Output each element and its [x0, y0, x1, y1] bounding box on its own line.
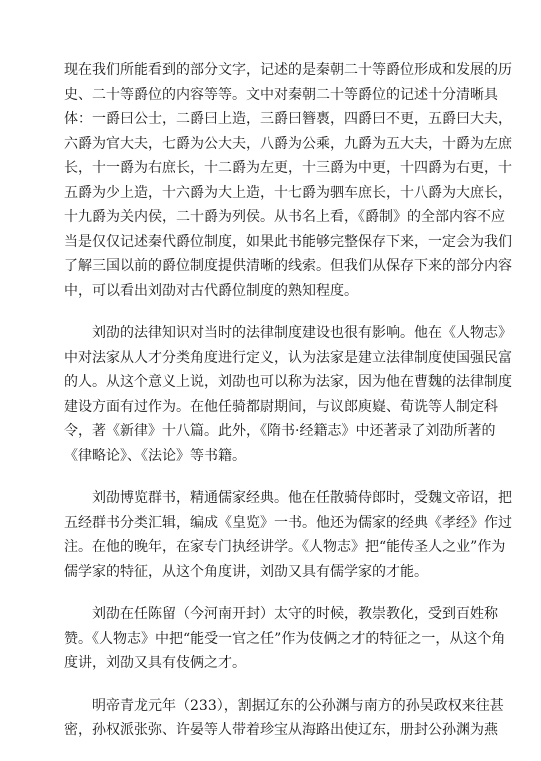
text-line: 中，可以看出刘劭对古代爵位制度的熟知程度。 — [64, 282, 358, 299]
text-line: 注。在他的晚年，在家专门执经讲学。《人物志》把“能传圣人之业”作为 — [64, 539, 506, 555]
text-line: 六爵为官大夫，七爵为公大夫，八爵为公乘，九爵为五大夫，十爵为左庶 — [64, 135, 512, 152]
paragraph-4 — [64, 602, 506, 676]
text-line: 明帝青龙元年（233），割据辽东的公孙渊与南方的孙吴政权来往甚 — [64, 697, 504, 714]
text-line: 史、二十等爵位的内容等等。文中对秦朝二十等爵位的记述十分清晰具 — [64, 86, 498, 103]
text-line: 儒学家的特征，从这个角度讲，刘劭又具有儒学家的才能。 — [64, 563, 428, 580]
text-line: 令，著《新律》十八篇。此外，《隋书·经籍志》中还著录了刘劭所著的 — [64, 423, 496, 439]
text-line: 的人。从这个意义上说，刘劭也可以称为法家，因为他在曹魏的法律制度 — [64, 374, 512, 390]
text-line: 建设方面有过作为。在他任骑都尉期间，与议郎庾嶷、荀诜等人制定科 — [64, 398, 498, 415]
text-line: 体：一爵曰公士，二爵曰上造，三爵曰簪褭，四爵曰不更，五爵曰大夫， — [64, 111, 512, 127]
text-line: 密，孙权派张弥、许晏等人带着珍宝从海路出使辽东，册封公孙渊为燕 — [64, 722, 498, 738]
document-page — [64, 58, 512, 761]
text-line: 五经群书分类汇辑，编成《皇览》一书。他还为儒家的经典《孝经》作过 — [64, 514, 512, 531]
paragraph-1 — [64, 58, 512, 303]
text-line: 长，十一爵为右庶长，十二爵为左更，十三爵为中更，十四爵为右更，十 — [64, 160, 512, 176]
text-line: 刘劭在任陈留（今河南开封）太守的时候，教崇教化，受到百姓称 — [64, 606, 498, 622]
text-line: 刘劭博览群书，精通儒家经典。他在任散骑侍郎时，受魏文帝诏，把 — [64, 490, 512, 506]
text-line: 度讲，刘劭又具有伎俩之才。 — [64, 655, 246, 671]
text-line: 刘劭的法律知识对当时的法律制度建设也很有影响。他在《人物志》 — [64, 325, 512, 341]
text-line: 了解三国以前的爵位制度提供清晰的线索。但我们从保存下来的部分内容 — [64, 258, 512, 274]
text-line: 现在我们所能看到的部分文字，记述的是秦朝二十等爵位形成和发展的历 — [64, 62, 512, 78]
paragraph-2 — [64, 321, 512, 468]
text-line: 赞。《人物志》中把“能受一官之任”作为伎俩之才的特征之一，从这个角 — [64, 630, 506, 647]
text-line: 当是仅仅记述秦代爵位制度，如果此书能够完整保存下来，一定会为我们 — [64, 233, 512, 250]
text-line: 十九爵为关内侯，二十爵为列侯。从书名上看，《爵制》的全部内容不应 — [64, 209, 505, 225]
text-line: 中对法家从人才分类角度进行定义，认为法家是建立法律制度使国强民富 — [64, 349, 512, 366]
text-line: 五爵为少上造，十六爵为大上造，十七爵为驷车庶长，十八爵为大庶长， — [64, 184, 512, 201]
text-line: 《律略论》、《法论》等书籍。 — [64, 447, 246, 464]
paragraph-3 — [64, 486, 512, 584]
paragraph-5 — [64, 694, 504, 743]
